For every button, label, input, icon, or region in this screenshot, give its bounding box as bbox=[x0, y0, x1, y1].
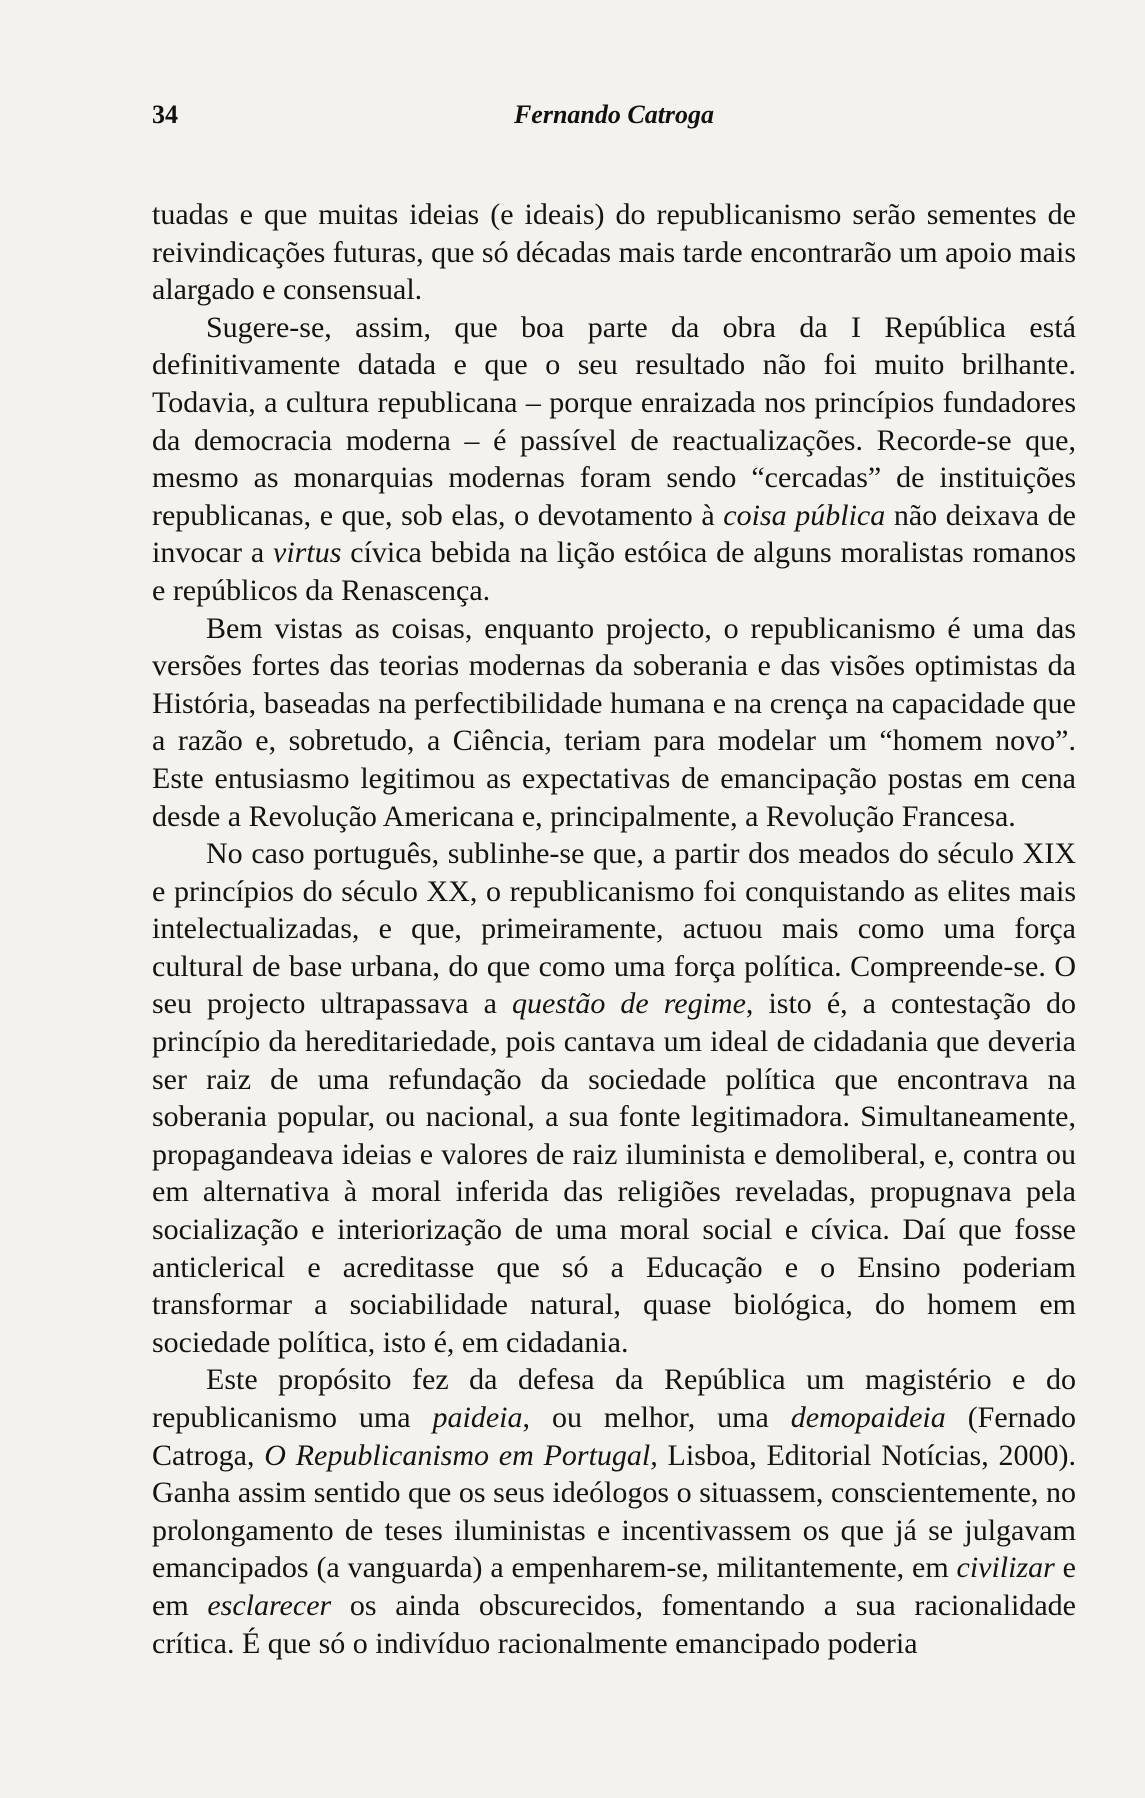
text-run: No caso português, sublinhe-se que, a partir dos meados do século XIX e princípios do século XX, o republicanismo foi conquistando as elites mais intelectualizadas, e que, primeiramente, actuou mais como uma força cultural de base urbana, do que como uma força política. Compreende-se. O seu projecto ultrapassava a bbox=[152, 837, 1076, 1021]
italic-phrase: civilizar bbox=[956, 1551, 1055, 1585]
text-run: , ou melhor, uma bbox=[522, 1401, 791, 1434]
italic-phrase: demopaideia bbox=[790, 1401, 946, 1434]
italic-phrase: questão de regime bbox=[512, 987, 746, 1021]
running-head: Fernando Catroga bbox=[513, 100, 715, 129]
italic-book-title: O Republicanismo em Portugal, bbox=[264, 1438, 658, 1472]
text-run: Bem vistas as coisas, enquanto projecto, o republicanismo é uma das versões fortes das teorias modernas da soberania e das visões optimistas da História, baseadas na perfectibilidade humana e na crença na capacidade que a razão e, sobretudo, a Ciência, teriam para modelar um “homem novo”. Este entusiasmo legitimou as expectativas de emancipação postas em cena desde a Revolução Americana e, principalmente, a Revolução Francesa. bbox=[152, 611, 1076, 833]
text-run: tuadas e que muitas ideias (e ideais) do republicanismo serão sementes de reivindicações futuras, que só décadas mais tarde encontrarão um apoio mais alargado e consensual. bbox=[152, 198, 1076, 307]
text-run: e em bbox=[152, 1551, 1076, 1622]
paragraph bbox=[152, 1361, 1076, 1662]
italic-phrase: virtus bbox=[273, 536, 342, 570]
italic-phrase: esclarecer bbox=[207, 1588, 332, 1622]
italic-phrase: coisa pública bbox=[723, 498, 886, 532]
page-header bbox=[152, 100, 1076, 140]
text-run: os ainda obscurecidos, fomentando a sua racionalidade crítica. É que só o indivíduo racionalmente emancipado poderia bbox=[152, 1588, 1076, 1660]
text-run: cívica bebida na lição estóica de alguns moralistas romanos e repúblicos da Renascença. bbox=[152, 536, 1076, 607]
text-run: Sugere-se, assim, que boa parte da obra da I República está definitivamente datada e que o seu resultado não foi muito brilhante. Todavia, a cultura republicana – porque enraizada nos princípios fundadores da democracia moderna – é passível de reactualizações. Recorde-se que, mesmo as monarquias modernas foram sendo “cercadas” de instituições republicanas, e que, sob elas, o devotamento à bbox=[152, 310, 1076, 532]
body-text bbox=[152, 196, 1076, 1662]
italic-phrase: paideia bbox=[432, 1401, 523, 1434]
page-number: 34 bbox=[152, 100, 178, 129]
text-run: Lisboa, Editorial Notícias, 2000). Ganha assim sentido que os seus ideólogos o situassem, conscientemente, no prolongamento de teses iluministas e incentivassem os que já se julgavam emancipados (a vanguarda) a empenharem-se, militantemente, em bbox=[152, 1438, 1076, 1585]
paragraph bbox=[152, 196, 1076, 309]
paragraph bbox=[152, 610, 1076, 836]
text-run: (Fernado Catroga, bbox=[152, 1401, 1076, 1472]
paragraph bbox=[152, 835, 1076, 1361]
text-run: , isto é, a contestação do princípio da hereditariedade, pois cantava um ideal de cidadania que deveria ser raiz de uma refundação da sociedade política que encontrava na soberania popular, ou nacional, a sua fonte legitimadora. Simultaneamente, propagandeava ideias e valores de raiz iluminista e demoliberal, e, contra ou em alternativa à moral inferida das religiões reveladas, propugnava pela socialização e interiorização de uma moral social e cívica. Daí que fosse anticlerical e acreditasse que só a Educação e o Ensino poderiam transformar a sociabilidade natural, quase biológica, do homem em sociedade política, isto é, em cidadania. bbox=[152, 987, 1076, 1359]
paragraph bbox=[152, 309, 1076, 610]
text-run: não deixava de invocar a bbox=[152, 498, 1076, 570]
text-run: Este propósito fez da defesa da República um magistério e do republicanismo uma bbox=[152, 1363, 1076, 1434]
